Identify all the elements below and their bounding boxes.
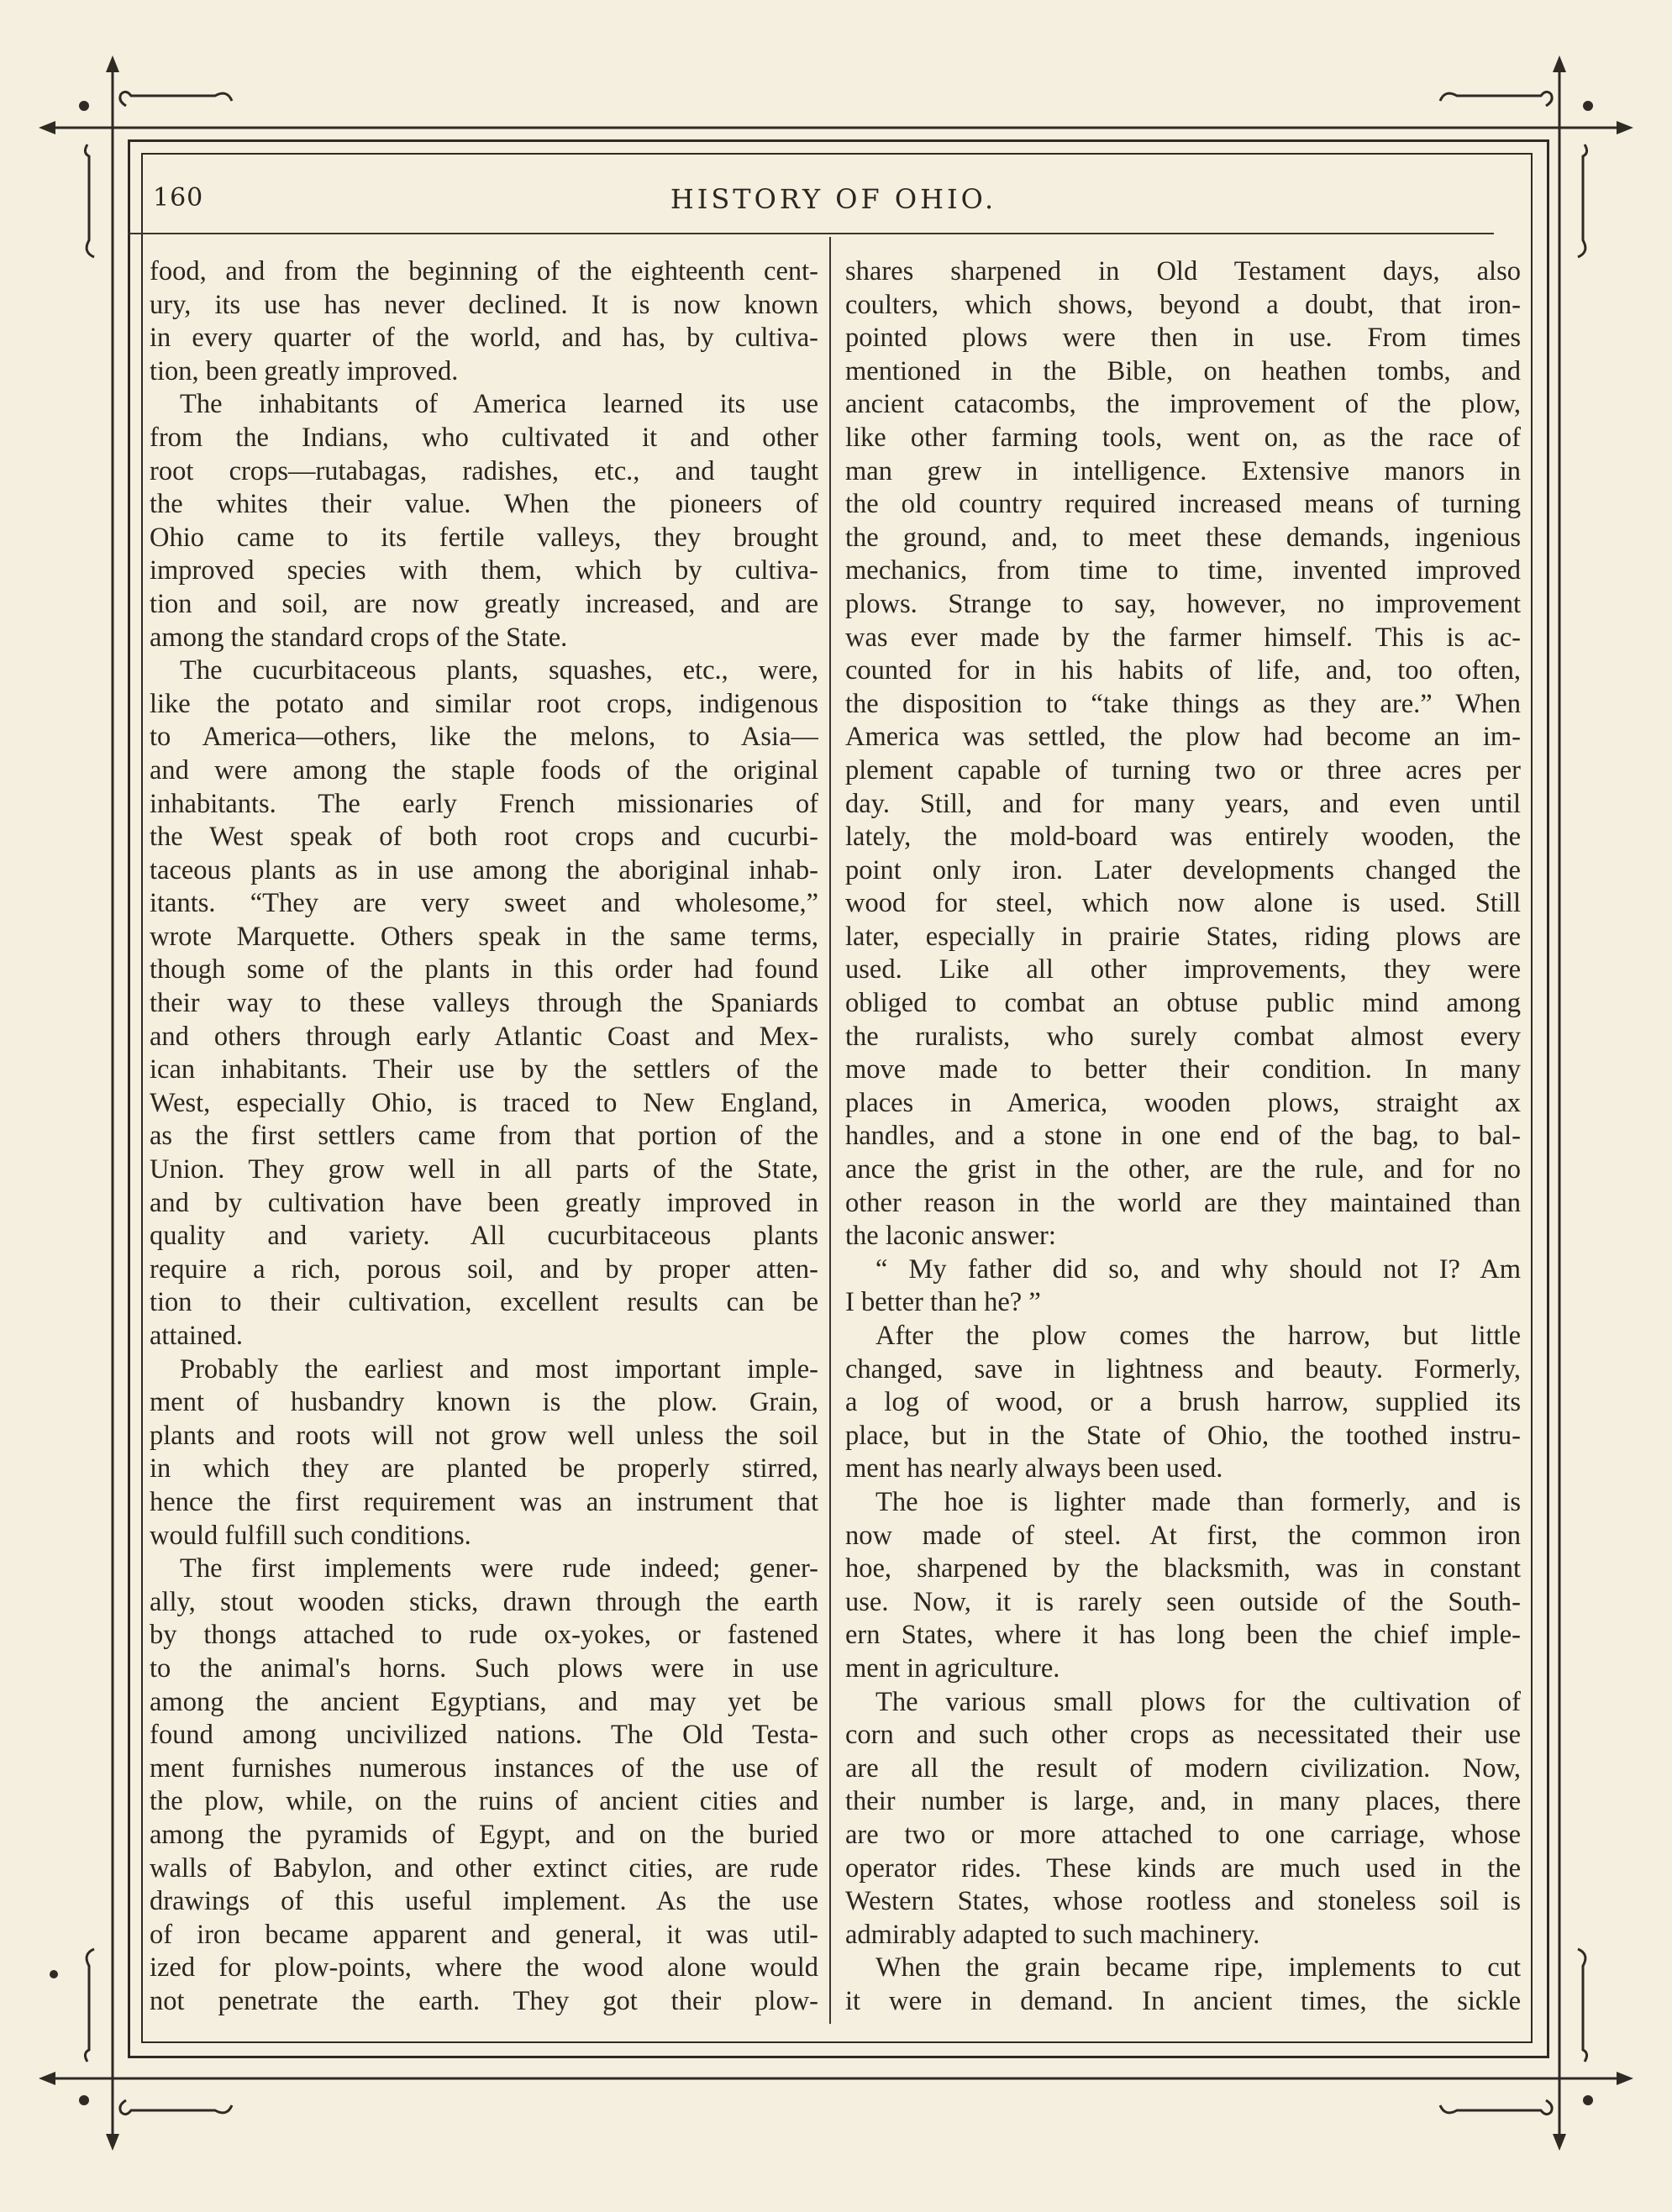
- text-line: ment in agriculture.: [845, 1652, 1060, 1684]
- text-line: The hoe is lighter made than formerly, and is: [875, 1486, 1521, 1517]
- text-line: it were in demand. In ancient times, the sickle: [845, 1985, 1521, 2016]
- text-line: The cucurbitaceous plants, squashes, etc., were,: [180, 655, 818, 686]
- text-line: ican inhabitants. Their use by the settlers of the: [150, 1054, 818, 1085]
- text-line: ment of husbandry known is the plow. Grain,: [150, 1387, 818, 1418]
- text-line: and were among the staple foods of the original: [150, 754, 818, 785]
- text-line: improved species with them, which by cultiva-: [150, 555, 818, 586]
- text-line: and others through early Atlantic Coast and Mex-: [150, 1021, 818, 1052]
- text-line: hoe, sharpened by the blacksmith, was in constant: [845, 1553, 1521, 1584]
- text-line: wrote Marquette. Others speak in the same terms,: [150, 921, 818, 952]
- text-line: West, especially Ohio, is traced to New England,: [150, 1087, 818, 1118]
- text-line: are two or more attached to one carriage, whose: [845, 1819, 1521, 1850]
- text-line: handles, and a stone in one end of the bag, to bal-: [845, 1121, 1521, 1152]
- text-line: hence the first requirement was an instrument that: [150, 1486, 818, 1517]
- text-line: tion to their cultivation, excellent results can be: [150, 1287, 818, 1318]
- text-line: America was settled, the plow had become an im-: [845, 722, 1521, 753]
- text-line: pointed plows were then in use. From times: [845, 323, 1521, 354]
- text-line: the old country required increased means of turning: [845, 489, 1521, 520]
- text-line: are all the result of modern civilization. Now,: [845, 1752, 1521, 1784]
- text-line: coulters, which shows, beyond a doubt, that iron-: [845, 289, 1521, 320]
- text-line: and by cultivation have been greatly improved in: [150, 1187, 818, 1218]
- text-line: ern States, where it has long been the chief imple-: [845, 1620, 1521, 1651]
- text-line: After the plow comes the harrow, but little: [875, 1321, 1521, 1351]
- text-line: attained.: [150, 1321, 243, 1351]
- text-line: a log of wood, or a brush harrow, supplied its: [845, 1387, 1521, 1418]
- text-column-left: [150, 255, 818, 2018]
- text-line: though some of the plants in this order had found: [150, 954, 818, 985]
- text-line: require a rich, porous soil, and by proper atten-: [150, 1253, 818, 1285]
- running-title: HISTORY OF OHIO.: [670, 183, 997, 215]
- text-line: like the potato and similar root crops, indigenous: [150, 688, 818, 719]
- text-line: places in America, wooden plows, straight ax: [845, 1087, 1521, 1118]
- text-line: not penetrate the earth. They got their plow-: [150, 1985, 818, 2016]
- text-line: drawings of this useful implement. As the use: [150, 1886, 818, 1917]
- text-line: “ My father did so, and why should not I? Am: [875, 1253, 1521, 1285]
- header-rule: [128, 233, 1494, 234]
- text-line: counted for in his habits of life, and, too often,: [845, 655, 1521, 686]
- text-line: ized for plow-points, where the wood alone would: [150, 1952, 818, 1983]
- page-number: 160: [153, 183, 204, 213]
- text-line: taceous plants as in use among the aboriginal inhab-: [150, 854, 818, 885]
- text-line: The various small plows for the cultivation of: [875, 1686, 1521, 1717]
- text-line: The first implements were rude indeed; gener-: [180, 1553, 818, 1584]
- text-line: place, but in the State of Ohio, the toothed instru-: [845, 1420, 1521, 1451]
- text-line: by thongs attached to rude ox-yokes, or fastened: [150, 1620, 818, 1651]
- text-line: plement capable of turning two or three acres per: [845, 754, 1521, 785]
- text-line: day. Still, and for many years, and even until: [845, 788, 1521, 819]
- text-line: obliged to combat an obtuse public mind among: [845, 988, 1521, 1019]
- text-line: their number is large, and, in many places, there: [845, 1786, 1521, 1817]
- text-line: among the pyramids of Egypt, and on the buried: [150, 1819, 818, 1850]
- text-line: Western States, whose rootless and stoneless soil is: [845, 1886, 1521, 1917]
- text-line: the laconic answer:: [845, 1221, 1056, 1252]
- page-header: [153, 183, 1514, 225]
- text-line: Probably the earliest and most important imple-: [180, 1353, 818, 1384]
- text-line: among the standard crops of the State.: [150, 622, 568, 653]
- text-line: changed, save in lightness and beauty. Formerly,: [845, 1353, 1521, 1384]
- text-line: would fulfill such conditions.: [150, 1520, 471, 1551]
- text-line: inhabitants. The early French missionaries of: [150, 788, 818, 819]
- text-line: man grew in intelligence. Extensive manors in: [845, 455, 1521, 486]
- text-line: in every quarter of the world, and has, by cultiva-: [150, 323, 818, 354]
- text-line: their way to these valleys through the Spaniards: [150, 988, 818, 1019]
- text-line: ance the grist in the other, are the rule, and for no: [845, 1154, 1521, 1185]
- text-line: shares sharpened in Old Testament days, also: [845, 256, 1521, 286]
- text-line: the whites their value. When the pioneers of: [150, 489, 818, 520]
- text-line: operator rides. These kinds are much used in the: [845, 1852, 1521, 1884]
- text-line: ally, stout wooden sticks, drawn through the earth: [150, 1586, 818, 1617]
- text-line: food, and from the beginning of the eighteenth cent-: [150, 256, 818, 286]
- text-line: plants and roots will not grow well unless the soil: [150, 1420, 818, 1451]
- text-line: plows. Strange to say, however, no improvement: [845, 588, 1521, 619]
- text-line: ment has nearly always been used.: [845, 1453, 1223, 1484]
- text-line: use. Now, it is rarely seen outside of the South-: [845, 1586, 1521, 1617]
- text-column-right: [845, 255, 1521, 2018]
- text-line: move made to better their condition. In many: [845, 1054, 1521, 1085]
- text-line: used. Like all other improvements, they were: [845, 954, 1521, 985]
- text-line: wood for steel, which now alone is used. Still: [845, 888, 1521, 919]
- text-line: later, especially in prairie States, riding plows are: [845, 921, 1521, 952]
- text-line: from the Indians, who cultivated it and other: [150, 422, 818, 453]
- text-line: as the first settlers came from that portion of the: [150, 1121, 818, 1152]
- text-line: walls of Babylon, and other extinct cities, are rude: [150, 1852, 818, 1884]
- text-line: mechanics, from time to time, invented improved: [845, 555, 1521, 586]
- text-line: root crops—rutabagas, radishes, etc., and taught: [150, 455, 818, 486]
- text-line: point only iron. Later developments changed the: [845, 854, 1521, 885]
- text-line: the West speak of both root crops and cucurbi-: [150, 822, 818, 853]
- text-line: other reason in the world are they maintained than: [845, 1187, 1521, 1218]
- text-line: to the animal's horns. Such plows were in use: [150, 1652, 818, 1684]
- column-divider: [829, 237, 831, 2024]
- text-line: itants. “They are very sweet and wholesome,”: [150, 888, 818, 919]
- text-line: admirably adapted to such machinery.: [845, 1919, 1260, 1950]
- text-line: the disposition to “take things as they are.” When: [845, 688, 1521, 719]
- text-line: tion, been greatly improved.: [150, 355, 459, 386]
- text-line: to America—others, like the melons, to Asia—: [150, 722, 818, 753]
- text-line: lately, the mold-board was entirely wooden, the: [845, 822, 1521, 853]
- text-line: When the grain became ripe, implements to cut: [875, 1952, 1521, 1983]
- text-line: ury, its use has never declined. It is now known: [150, 289, 818, 320]
- text-line: quality and variety. All cucurbitaceous plants: [150, 1221, 818, 1252]
- text-line: like other farming tools, went on, as the race of: [845, 422, 1521, 453]
- text-line: the ruralists, who surely combat almost every: [845, 1021, 1521, 1052]
- text-line: the plow, while, on the ruins of ancient cities and: [150, 1786, 818, 1817]
- text-line: corn and such other crops as necessitated their use: [845, 1720, 1521, 1751]
- text-line: of iron became apparent and general, it was util-: [150, 1919, 818, 1950]
- text-line: found among uncivilized nations. The Old Testa-: [150, 1720, 818, 1751]
- text-line: now made of steel. At first, the common iron: [845, 1520, 1521, 1551]
- text-line: ancient catacombs, the improvement of the plow,: [845, 389, 1521, 420]
- text-line: among the ancient Egyptians, and may yet be: [150, 1686, 818, 1717]
- text-line: The inhabitants of America learned its use: [180, 389, 818, 420]
- text-line: Union. They grow well in all parts of the State,: [150, 1154, 818, 1185]
- text-line: in which they are planted be properly stirred,: [150, 1453, 818, 1484]
- text-line: mentioned in the Bible, on heathen tombs, and: [845, 355, 1521, 386]
- text-line: ment furnishes numerous instances of the use of: [150, 1752, 818, 1784]
- text-line: was ever made by the farmer himself. This is ac-: [845, 622, 1521, 653]
- text-line: the ground, and, to meet these demands, ingenious: [845, 522, 1521, 553]
- text-line: tion and soil, are now greatly increased, and are: [150, 588, 818, 619]
- text-line: I better than he? ”: [845, 1287, 1041, 1318]
- text-line: Ohio came to its fertile valleys, they brought: [150, 522, 818, 553]
